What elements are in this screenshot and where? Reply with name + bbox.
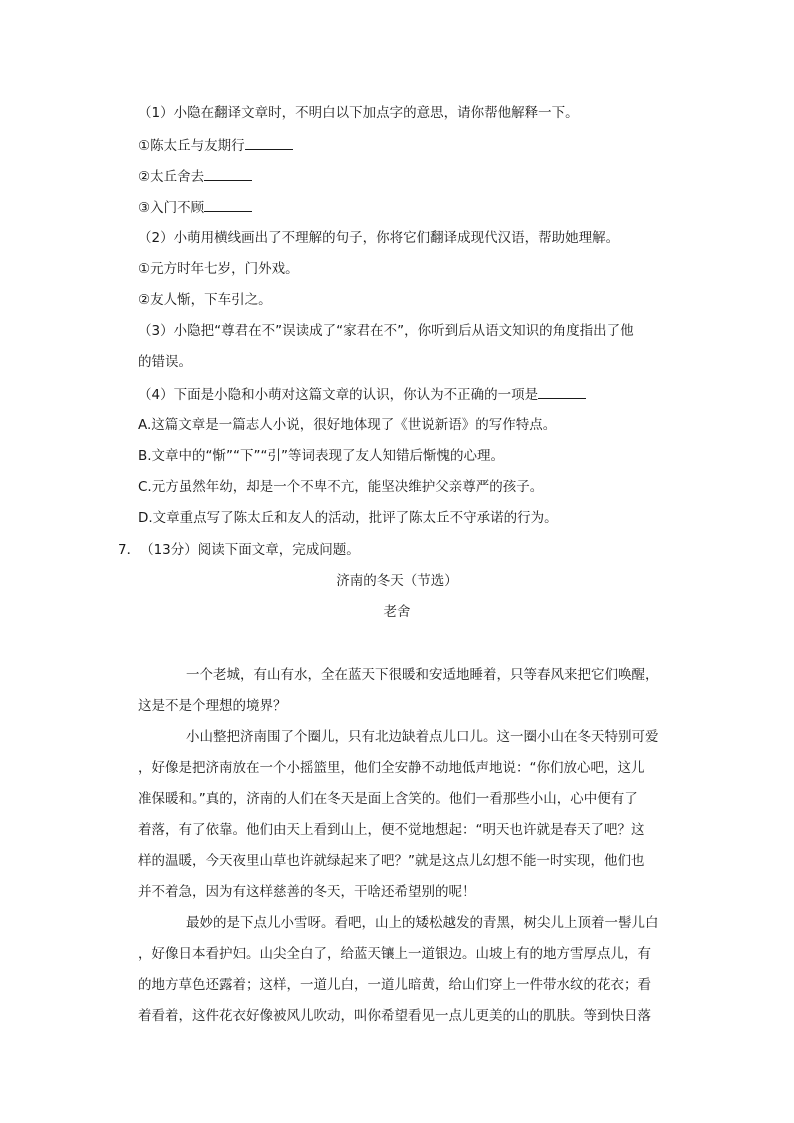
- sub-item-1-1: [138, 135, 293, 156]
- paragraph-line: ，好像是把济南放在一个小摇篮里，他们全安静不动地低声地说：“你们放心吧，这儿: [138, 760, 645, 776]
- sub-question-2: （2）小萌用横线画出了不理解的句子，你将它们翻译成现代汉语，帮助她理解。: [138, 230, 620, 246]
- paragraph-line: 一个老城，有山有水，全在蓝天下很暖和安适地睡着，只等春风来把它们唤醒，: [186, 667, 659, 683]
- answer-blank[interactable]: [204, 197, 252, 212]
- sub-item-1-2-text: ②太丘舍去: [138, 169, 205, 185]
- answer-blank[interactable]: [538, 384, 586, 399]
- paragraph-line: 最妙的是下点儿小雪呀。看吧，山上的矮松越发的青黑，树尖儿上顶着一髻儿白: [186, 915, 659, 931]
- question-number: 7．: [118, 542, 141, 558]
- sub-item-1-3: [138, 197, 252, 218]
- sub-item-1-1-text: ①陈太丘与友期行: [138, 138, 245, 154]
- paragraph-line: 着看着，这件花衣好像被风儿吹动，叫你希望看见一点儿更美的山的肌肤。等到快日落: [138, 1008, 651, 1024]
- answer-blank[interactable]: [204, 166, 252, 181]
- option-a: A.这篇文章是一篇志人小说，很好地体现了《世说新语》的写作特点。: [138, 417, 557, 433]
- sub-question-1: （1）小隐在翻译文章时，不明白以下加点字的意思，请你帮他解释一下。: [138, 105, 579, 121]
- paragraph-line: 这是不是个理想的境界？: [138, 698, 287, 714]
- sub-question-4-text: （4）下面是小隐和小萌对这篇文章的认识，你认为不正确的一项是: [138, 387, 539, 403]
- paragraph-line: 的地方草色还露着；这样，一道儿白，一道儿暗黄，给山们穿上一件带水纹的花衣；看: [138, 977, 651, 993]
- paragraph-line: 着落，有了依靠。他们由天上看到山上，便不觉地想起：“明天也许就是春天了吧？这: [138, 822, 645, 838]
- option-d: D.文章重点写了陈太丘和友人的活动，批评了陈太丘不守承诺的行为。: [138, 510, 558, 526]
- question-7-header: [118, 540, 360, 560]
- paragraph-line: 样的温暖，今天夜里山草也许就绿起来了吧？”就是这点儿幻想不能一时实现，他们也: [138, 853, 645, 869]
- option-c: C.元方虽然年幼，却是一个不卑不亢，能坚决维护父亲尊严的孩子。: [138, 479, 544, 495]
- sub-question-4: [138, 384, 586, 405]
- sub-question-3-line-1: （3）小隐把“尊君在不”误读成了“家君在不”，你听到后从语文知识的角度指出了他: [138, 323, 634, 339]
- article-title: 济南的冬天（节选）: [336, 573, 458, 589]
- sub-question-3-line-2: 的错误。: [138, 354, 192, 370]
- paragraph-line: 准保暖和。”真的，济南的人们在冬天是面上含笑的。他们一看那些小山，心中便有了: [138, 791, 638, 807]
- option-b: B.文章中的“惭”“下”“引”等词表现了友人知错后惭愧的心理。: [138, 448, 505, 464]
- sub-item-1-3-text: ③入门不顾: [138, 200, 205, 216]
- paragraph-line: 并不着急，因为有这样慈善的冬天，干啥还希望别的呢！: [138, 884, 476, 900]
- sub-item-2-1: ①元方时年七岁，门外戏。: [138, 261, 299, 277]
- paragraph-line: ，好像日本看护妇。山尖全白了，给蓝天镶上一道银边。山坡上有的地方雪厚点儿，有: [138, 946, 651, 962]
- article-author: 老舍: [383, 604, 411, 620]
- question-7-intro: （13分）阅读下面文章，完成问题。: [140, 542, 360, 558]
- answer-blank[interactable]: [245, 135, 293, 150]
- paragraph-line: 小山整把济南围了个圈儿，只有北边缺着点儿口儿。这一圈小山在冬天特别可爱: [186, 729, 659, 745]
- sub-item-2-2: ②友人惭，下车引之。: [138, 292, 272, 308]
- sub-item-1-2: [138, 166, 252, 187]
